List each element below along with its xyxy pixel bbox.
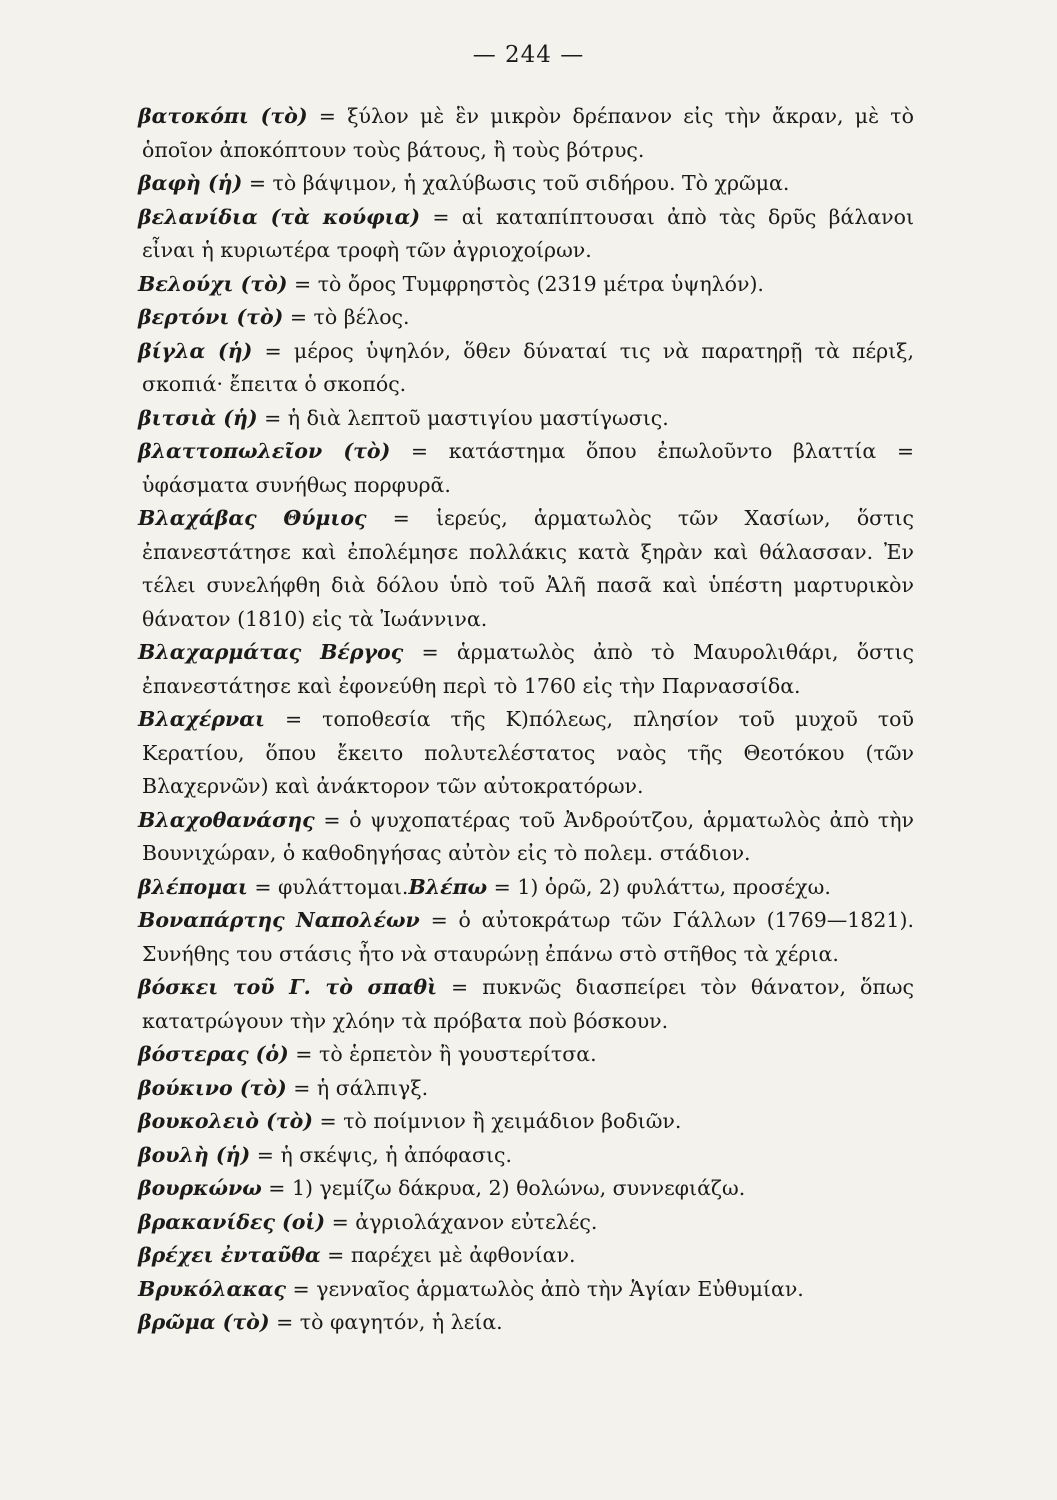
entry-definition: ἱερεύς, ἁρματωλὸς τῶν Χασίων, ὅστις ἐπανεστάτησε καὶ ἐπολέμησε πολλάκις κατὰ ξηρὰν καὶ θάλασσαν. Ἐν τέλει συνελήφθη διὰ δόλου ὑπὸ τοῦ Ἀλῆ πασᾶ καὶ ὑπέστη μαρτυρικὸν θάνατον (1810) εἰς τὰ Ἰωάννινα. (142, 506, 915, 631)
glossary-entries (138, 100, 915, 1340)
glossary-entry: βρέχει ἐνταῦθα = παρέχει μὲ ἀφθονίαν. (138, 1243, 576, 1267)
entry-definition: 1) γεμίζω δάκρυα, 2) θολώνω, συννεφιάζω. (292, 1176, 746, 1200)
entry-headword: βουρκώνω (138, 1176, 262, 1200)
glossary-entry: βουρκώνω = 1) γεμίζω δάκρυα, 2) θολώνω, συννεφιάζω. (138, 1176, 746, 1200)
entry-definition: ἡ διὰ λεπτοῦ μαστιγίου μαστίγωσις. (287, 405, 669, 430)
entry-definition: τὸ ὄρος Τυμφρηστὸς (2319 μέτρα ὑψηλόν). (317, 271, 764, 296)
glossary-entry: βουκολειὸ (τὸ) = τὸ ποίμνιον ἢ χειμάδιον βοδιῶν. (138, 1109, 682, 1133)
entry-definition: παρέχει μὲ ἀφθονίαν. (350, 1243, 576, 1267)
glossary-entry: Βλαχάβας Θύμιος = ἱερεύς, ἁρματωλὸς τῶν Χασίων, ὅστις ἐπανεστάτησε καὶ ἐπολέμησε πολλάκις κατὰ ξηρὰν καὶ θάλασσαν. Ἐν τέλει συνελήφθη διὰ δόλου ὑπὸ τοῦ Ἀλῆ πασᾶ καὶ ὑπέστη μαρτυρικὸν θάνατον (1810) εἰς τὰ Ἰωάννινα. (138, 506, 915, 631)
entry-definition: ὁ ψυχοπατέρας τοῦ Ἀνδρούτζου, ἁρματωλὸς ἀπὸ τὴν Βουνιχώραν, ὁ καθοδηγήσας αὐτὸν εἰς τὸ πολεμ. στάδιον. (142, 807, 914, 865)
glossary-entry: βλαττοπωλεῖον (τὸ) = κατάστημα ὅπου ἐπωλοῦντο βλαττία = ὑφάσματα συνήθως πορφυρᾶ. (138, 439, 915, 497)
glossary-entry: βλέπομαι = φυλάττομαι.Βλέπω = 1) ὁρῶ, 2) φυλάττω, προσέχω. (138, 874, 831, 899)
glossary-entry: Βλαχαρμάτας Βέργος = ἁρματωλὸς ἀπὸ τὸ Μαυρολιθάρι, ὅστις ἐπανεστάτησε καὶ ἐφονεύθη περὶ τὸ 1760 εἰς τὴν Παρνασσίδα. (138, 640, 914, 698)
entry-headword: βούκινο (τὸ) (138, 1075, 287, 1100)
entry-headword: Βλαχέρναι (138, 707, 265, 731)
glossary-entry: βατοκόπι (τὸ) = ξύλον μὲ ἓν μικρὸν δρέπανον εἰς τὴν ἄκραν, μὲ τὸ ὁποῖον ἀποκόπτουν τοὺς βάτους, ἢ τοὺς βότρυς. (138, 104, 914, 162)
entry-definition: ὁ αὐτοκράτωρ τῶν Γάλλων (1769—1821). Συνήθης του στάσις ἦτο νὰ σταυρώνῃ ἐπάνω στὸ στῆθος τὰ χέρια. (142, 908, 914, 966)
entry-headword: βαφὴ (ἡ) (138, 171, 243, 195)
glossary-entry: βελανίδια (τὰ κούφια) = αἱ καταπίπτουσαι ἀπὸ τὰς δρῦς βάλανοι εἶναι ἡ κυριωτέρα τροφὴ τῶν ἀγριοχοίρων. (138, 204, 915, 262)
entry-headword: βόστερας (ὁ) (138, 1042, 289, 1066)
entry-headword: βιτσιὰ (ἡ) (138, 405, 258, 430)
entry-headword: βίγλα (ἡ) (138, 338, 253, 363)
glossary-entry: βόστερας (ὁ) = τὸ ἑρπετὸν ἢ γουστερίτσα. (138, 1042, 597, 1066)
entry-headword: βουλὴ (ἡ) (138, 1142, 251, 1167)
entry-definition: τοποθεσία τῆς Κ)πόλεως, πλησίον τοῦ μυχοῦ τοῦ Κερατίου, ὅπου ἔκειτο πολυτελέστατος ναὸς τῆς Θεοτόκου (τῶν Βλαχερνῶν) καὶ ἀνάκτορον τῶν αὐτοκρατόρων. (142, 707, 914, 798)
glossary-entry: βαφὴ (ἡ) = τὸ βάψιμον, ἡ χαλύβωσις τοῦ σιδήρου. Τὸ χρῶμα. (138, 171, 790, 195)
entry-definition: τὸ ποίμνιον ἢ χειμάδιον βοδιῶν. (343, 1109, 682, 1133)
entry-definition: φυλάττομαι. (278, 874, 409, 899)
entry-definition: τὸ φαγητόν, ἡ λεία. (299, 1310, 503, 1334)
entry-headword: βατοκόπι (τὸ) (138, 104, 308, 128)
entry-definition: ἁρματωλὸς ἀπὸ τὸ Μαυρολιθάρι, ὅστις ἐπανεστάτησε καὶ ἐφονεύθη περὶ τὸ 1760 εἰς τὴν Παρνασσίδα. (142, 640, 914, 698)
entry-headword: Βελούχι (τὸ) (138, 271, 288, 296)
entry-definition: αἱ καταπίπτουσαι ἀπὸ τὰς δρῦς βάλανοι εἶναι ἡ κυριωτέρα τροφὴ τῶν ἀγριοχοίρων. (142, 204, 915, 262)
entry-headword-secondary: Βλέπω (408, 874, 488, 899)
entry-definition: μέρος ὑψηλόν, ὅθεν δύναταί τις νὰ παρατηρῇ τὰ πέριξ, σκοπιά· ἔπειτα ὁ σκοπός. (142, 338, 914, 396)
glossary-entry: βρῶμα (τὸ) = τὸ φαγητόν, ἡ λεία. (138, 1310, 503, 1334)
entry-headword: βόσκει τοῦ Γ. τὸ σπαθὶ (138, 975, 437, 999)
entry-headword: βρακανίδες (οἱ) (138, 1209, 326, 1234)
glossary-entry: Βοναπάρτης Ναπολέων = ὁ αὐτοκράτωρ τῶν Γάλλων (1769—1821). Συνήθης του στάσις ἦτο νὰ σταυρώνῃ ἐπάνω στὸ στῆθος τὰ χέρια. (138, 908, 914, 966)
entry-definition: πυκνῶς διασπείρει τὸν θάνατον, ὅπως κατατρώγουν τὴν χλόην τὰ πρόβατα ποὺ βόσκουν. (142, 975, 915, 1033)
entry-headword: Βρυκόλακας (138, 1276, 286, 1301)
entry-headword: βλέπομαι (138, 874, 248, 899)
entry-definition: τὸ βάψιμον, ἡ χαλύβωσις τοῦ σιδήρου. Τὸ χρῶμα. (272, 171, 790, 195)
entry-definition-secondary: 1) ὁρῶ, 2) φυλάττω, προσέχω. (517, 874, 831, 899)
entry-definition: ἡ σάλπιγξ. (316, 1075, 429, 1100)
entry-definition: ξύλον μὲ ἓν μικρὸν δρέπανον εἰς τὴν ἄκραν, μὲ τὸ ὁποῖον ἀποκόπτουν τοὺς βάτους, ἢ τοὺς βότρυς. (142, 104, 914, 162)
glossary-entry: Βλαχέρναι = τοποθεσία τῆς Κ)πόλεως, πλησίον τοῦ μυχοῦ τοῦ Κερατίου, ὅπου ἔκειτο πολυτελέστατος ναὸς τῆς Θεοτόκου (τῶν Βλαχερνῶν) καὶ ἀνάκτορον τῶν αὐτοκρατόρων. (138, 707, 914, 798)
entry-headword: βλαττοπωλεῖον (τὸ) (138, 439, 391, 463)
glossary-entry: βίγλα (ἡ) = μέρος ὑψηλόν, ὅθεν δύναταί τις νὰ παρατηρῇ τὰ πέριξ, σκοπιά· ἔπειτα ὁ σκοπός. (138, 338, 914, 396)
entry-headword: βελανίδια (τὰ κούφια) (138, 204, 421, 229)
glossary-entry: βούκινο (τὸ) = ἡ σάλπιγξ. (138, 1075, 429, 1100)
glossary-entry: βιτσιὰ (ἡ) = ἡ διὰ λεπτοῦ μαστιγίου μαστίγωσις. (138, 405, 669, 430)
glossary-entry: Βρυκόλακας = γενναῖος ἁρματωλὸς ἀπὸ τὴν Ἁγίαν Εὐθυμίαν. (138, 1276, 804, 1301)
entry-headword: Βλαχάβας Θύμιος (138, 506, 367, 530)
entry-definition: ἡ σκέψις, ἡ ἀπόφασις. (280, 1142, 512, 1167)
glossary-entry: βερτόνι (τὸ) = τὸ βέλος. (138, 305, 410, 329)
entry-headword: Βλαχοθανάσης (138, 807, 315, 832)
entry-definition: τὸ ἑρπετὸν ἢ γουστερίτσα. (318, 1042, 597, 1066)
glossary-entry: Βλαχοθανάσης = ὁ ψυχοπατέρας τοῦ Ἀνδρούτζου, ἁρματωλὸς ἀπὸ τὴν Βουνιχώραν, ὁ καθοδηγήσας αὐτὸν εἰς τὸ πολεμ. στάδιον. (138, 807, 914, 865)
page-number: — 244 — (472, 42, 585, 68)
glossary-entry: βουλὴ (ἡ) = ἡ σκέψις, ἡ ἀπόφασις. (138, 1142, 512, 1167)
entry-definition: ἀγριολάχανον εὐτελές. (355, 1209, 598, 1234)
entry-headword: βρῶμα (τὸ) (138, 1310, 270, 1334)
entry-definition: κατάστημα ὅπου ἐπωλοῦντο βλαττία = ὑφάσματα συνήθως πορφυρᾶ. (142, 439, 915, 497)
entry-headword: Βλαχαρμάτας Βέργος (138, 640, 404, 664)
entry-headword: βερτόνι (τὸ) (138, 305, 284, 329)
glossary-entry: βρακανίδες (οἱ) = ἀγριολάχανον εὐτελές. (138, 1209, 598, 1234)
glossary-entry: Βελούχι (τὸ) = τὸ ὄρος Τυμφρηστὸς (2319 μέτρα ὑψηλόν). (138, 271, 764, 296)
glossary-entry: βόσκει τοῦ Γ. τὸ σπαθὶ = πυκνῶς διασπείρει τὸν θάνατον, ὅπως κατατρώγουν τὴν χλόην τὰ πρόβατα ποὺ βόσκουν. (138, 975, 915, 1033)
entry-definition: γενναῖος ἁρματωλὸς ἀπὸ τὴν Ἁγίαν Εὐθυμίαν. (316, 1276, 804, 1301)
entry-headword: βρέχει ἐνταῦθα (138, 1243, 321, 1267)
entry-definition: τὸ βέλος. (313, 305, 410, 329)
entry-headword: βουκολειὸ (τὸ) (138, 1109, 313, 1133)
entry-headword: Βοναπάρτης Ναπολέων (138, 908, 420, 932)
